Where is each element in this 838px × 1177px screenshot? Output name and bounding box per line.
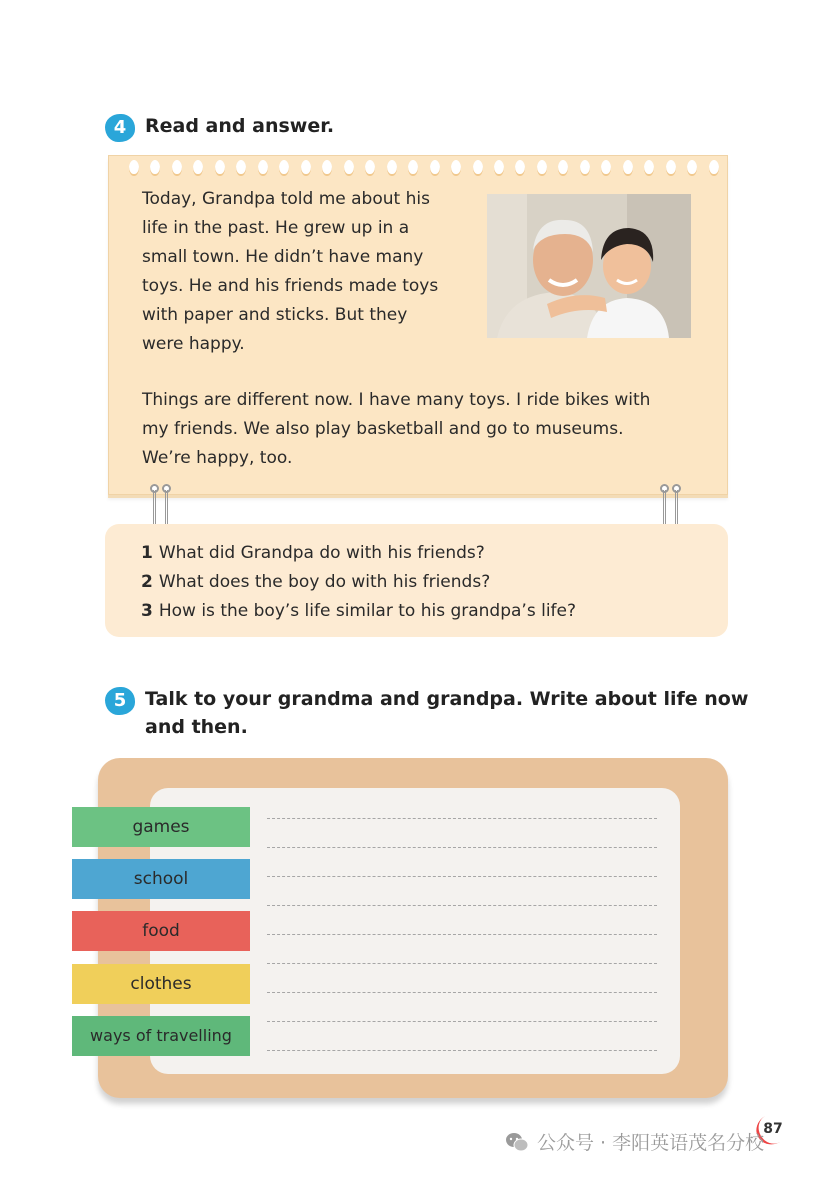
- notebook-holes: [129, 160, 719, 180]
- task-title-line: Talk to your grandma and grandpa. Write about life now: [145, 688, 749, 710]
- tag-food: food: [72, 911, 250, 951]
- task-4-header: [105, 112, 334, 142]
- passage-line: small town. He didn’t have many: [142, 247, 424, 267]
- task-title-line: and then.: [145, 716, 248, 738]
- question-number: 3: [141, 601, 153, 621]
- writing-line[interactable]: [267, 1050, 657, 1051]
- task-title: Read and answer.: [145, 115, 335, 137]
- question-text: How is the boy’s life similar to his grandpa’s life?: [158, 601, 577, 621]
- tag-clothes: clothes: [72, 964, 250, 1004]
- writing-line[interactable]: [267, 963, 657, 964]
- writing-line[interactable]: [267, 847, 657, 848]
- tag-school: school: [72, 859, 250, 899]
- question-number: 2: [141, 572, 153, 592]
- question-number: 1: [141, 543, 153, 563]
- grandpa-and-boy-photo: [487, 194, 691, 338]
- writing-line[interactable]: [267, 1021, 657, 1022]
- question-2: [141, 570, 490, 594]
- tag-games: games: [72, 807, 250, 847]
- watermark: [505, 1128, 764, 1155]
- task-5-header: [105, 685, 748, 741]
- writing-line[interactable]: [267, 905, 657, 906]
- question-text: What did Grandpa do with his friends?: [158, 543, 485, 563]
- passage-line: toys. He and his friends made toys: [142, 276, 439, 296]
- task-number-badge: 5: [105, 687, 135, 715]
- passage-paragraph-2: [142, 386, 650, 473]
- passage-line: life in the past. He grew up in a: [142, 218, 410, 238]
- questions-panel: [105, 524, 728, 637]
- writing-line[interactable]: [267, 934, 657, 935]
- writing-line[interactable]: [267, 992, 657, 993]
- passage-line: with paper and sticks. But they: [142, 305, 408, 325]
- wechat-icon: [505, 1131, 529, 1153]
- passage-paragraph-1: [142, 185, 438, 359]
- writing-line[interactable]: [267, 876, 657, 877]
- question-text: What does the boy do with his friends?: [158, 572, 491, 592]
- task-number-badge: 4: [105, 114, 135, 142]
- question-3: [141, 599, 576, 623]
- tag-ways-of-travelling: ways of travelling: [72, 1016, 250, 1056]
- passage-line: were happy.: [142, 334, 245, 354]
- page-number: 87: [758, 1114, 788, 1144]
- passage-line: my friends. We also play basketball and go to museums.: [142, 419, 624, 439]
- passage-line: Today, Grandpa told me about his: [142, 189, 430, 209]
- reading-notebook: [108, 155, 728, 495]
- writing-line[interactable]: [267, 818, 657, 819]
- passage-line: We’re happy, too.: [142, 448, 293, 468]
- question-1: [141, 541, 485, 565]
- watermark-text: 公众号 · 李阳英语茂名分校: [537, 1132, 765, 1154]
- passage-line: Things are different now. I have many toys. I ride bikes with: [142, 390, 651, 410]
- task-title: [145, 685, 748, 741]
